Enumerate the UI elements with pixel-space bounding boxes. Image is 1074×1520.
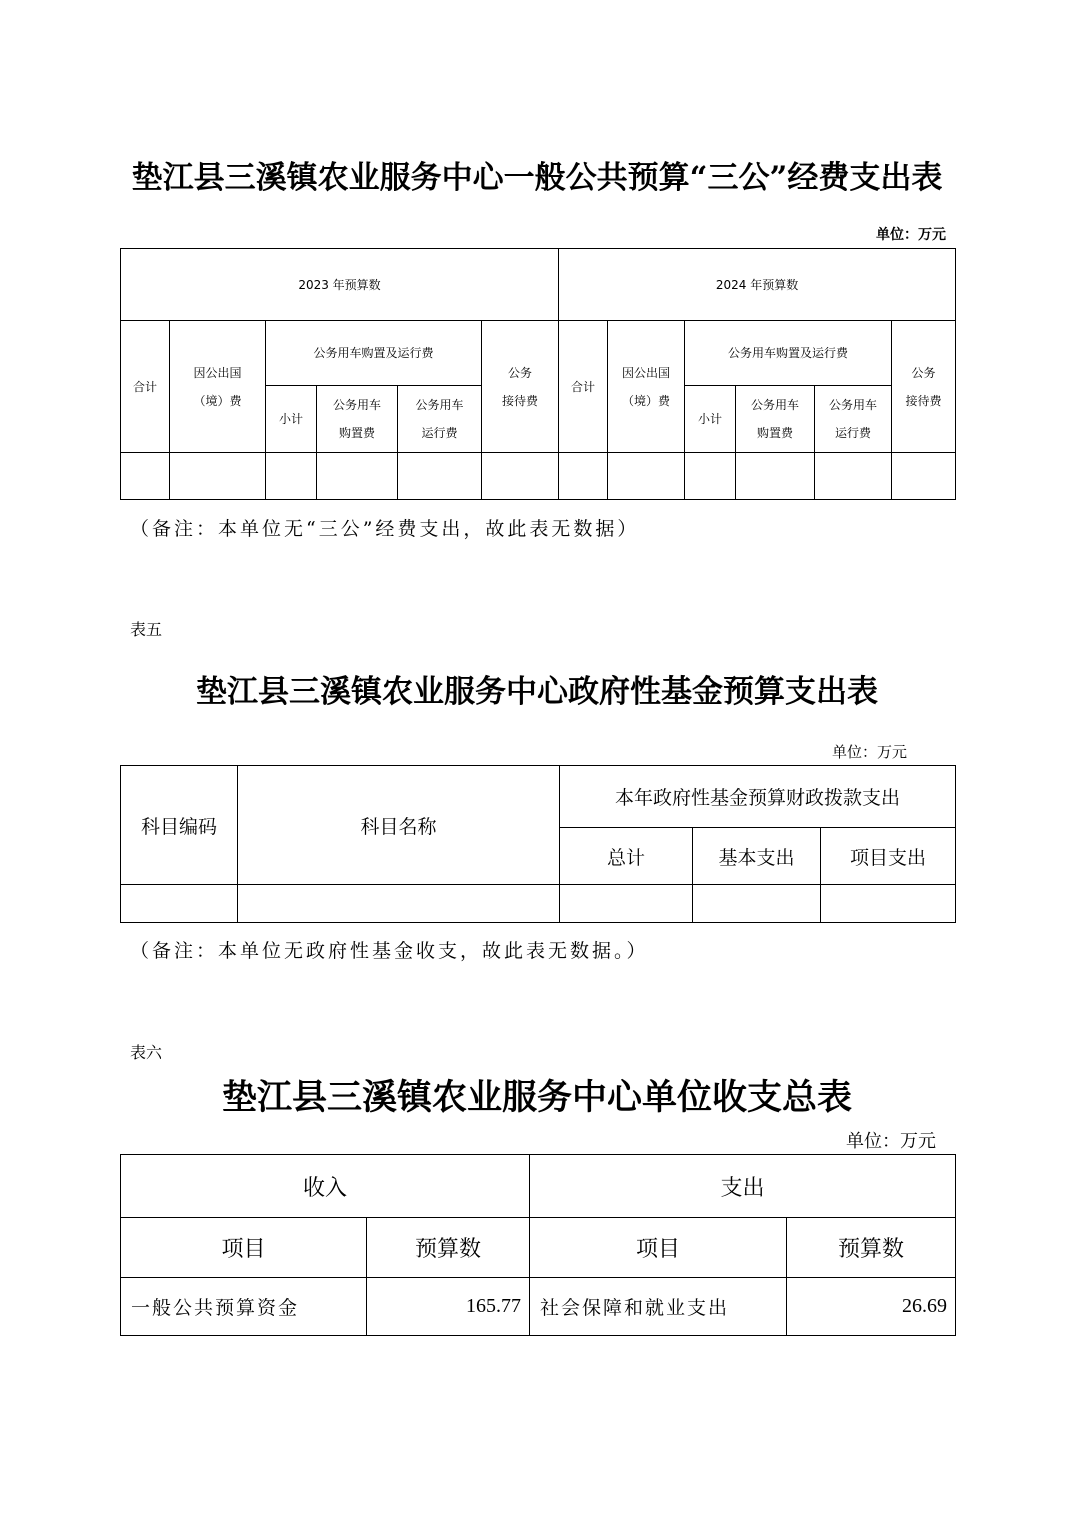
subject-code-header: 科目编码	[121, 766, 238, 885]
subject-name-header: 科目名称	[238, 766, 560, 885]
section5-unit: 单位：万元	[832, 743, 908, 761]
fund-group-header: 本年政府性基金预算财政拨款支出	[560, 766, 956, 828]
year-2024-header: 2024 年预算数	[559, 249, 956, 321]
subtotal-header-2024: 小计	[685, 386, 736, 453]
reception-header-2023: 公务 接待费	[482, 321, 559, 453]
section4-unit: 单位：万元	[876, 227, 946, 243]
table-row	[121, 1278, 956, 1336]
total-header: 总计	[560, 828, 693, 885]
income-value: 165.77	[367, 1278, 530, 1336]
abroad-header-2024: 因公出国 （境）费	[608, 321, 685, 453]
section5-note: （备注：本单位无政府性基金收支，故此表无数据。）	[130, 940, 649, 962]
purchase-header-2023: 公务用车 购置费	[317, 386, 398, 453]
expense-header: 支出	[530, 1155, 956, 1218]
basic-header: 基本支出	[693, 828, 821, 885]
section4-note: （备注：本单位无“三公”经费支出，故此表无数据）	[130, 518, 640, 540]
year-2023-header: 2023 年预算数	[121, 249, 559, 321]
income-expense-table	[120, 1154, 956, 1336]
project-header: 项目支出	[821, 828, 956, 885]
vehicle-header-2024: 公务用车购置及运行费	[685, 321, 892, 386]
section6-title: 垫江县三溪镇农业服务中心单位收支总表	[221, 1077, 852, 1118]
gov-fund-expense-table	[120, 765, 956, 923]
operate-header-2024: 公务用车 运行费	[815, 386, 892, 453]
table-row	[121, 453, 956, 500]
total-header-2023: 合计	[121, 321, 170, 453]
income-budget-header: 预算数	[367, 1218, 530, 1278]
income-item-header: 项目	[121, 1218, 367, 1278]
income-item: 一般公共预算资金	[121, 1278, 367, 1336]
section4-title: 垫江县三溪镇农业服务中心一般公共预算“三公”经费支出表	[131, 160, 943, 196]
abroad-header-2023: 因公出国 （境）费	[170, 321, 266, 453]
income-header: 收入	[121, 1155, 530, 1218]
section6-label: 表六	[130, 1043, 163, 1062]
section5-label: 表五	[130, 620, 163, 639]
reception-header-2024: 公务 接待费	[892, 321, 956, 453]
section5-title: 垫江县三溪镇农业服务中心政府性基金预算支出表	[196, 674, 878, 710]
table-row	[121, 885, 956, 923]
expense-item-header: 项目	[530, 1218, 787, 1278]
expense-value: 26.69	[787, 1278, 956, 1336]
subtotal-header-2023: 小计	[266, 386, 317, 453]
expense-budget-header: 预算数	[787, 1218, 956, 1278]
total-header-2024: 合计	[559, 321, 608, 453]
vehicle-header-2023: 公务用车购置及运行费	[266, 321, 482, 386]
three-public-expense-table	[120, 248, 956, 500]
expense-item: 社会保障和就业支出	[530, 1278, 787, 1336]
section6-unit: 单位：万元	[846, 1131, 936, 1152]
purchase-header-2024: 公务用车 购置费	[736, 386, 815, 453]
operate-header-2023: 公务用车 运行费	[398, 386, 482, 453]
